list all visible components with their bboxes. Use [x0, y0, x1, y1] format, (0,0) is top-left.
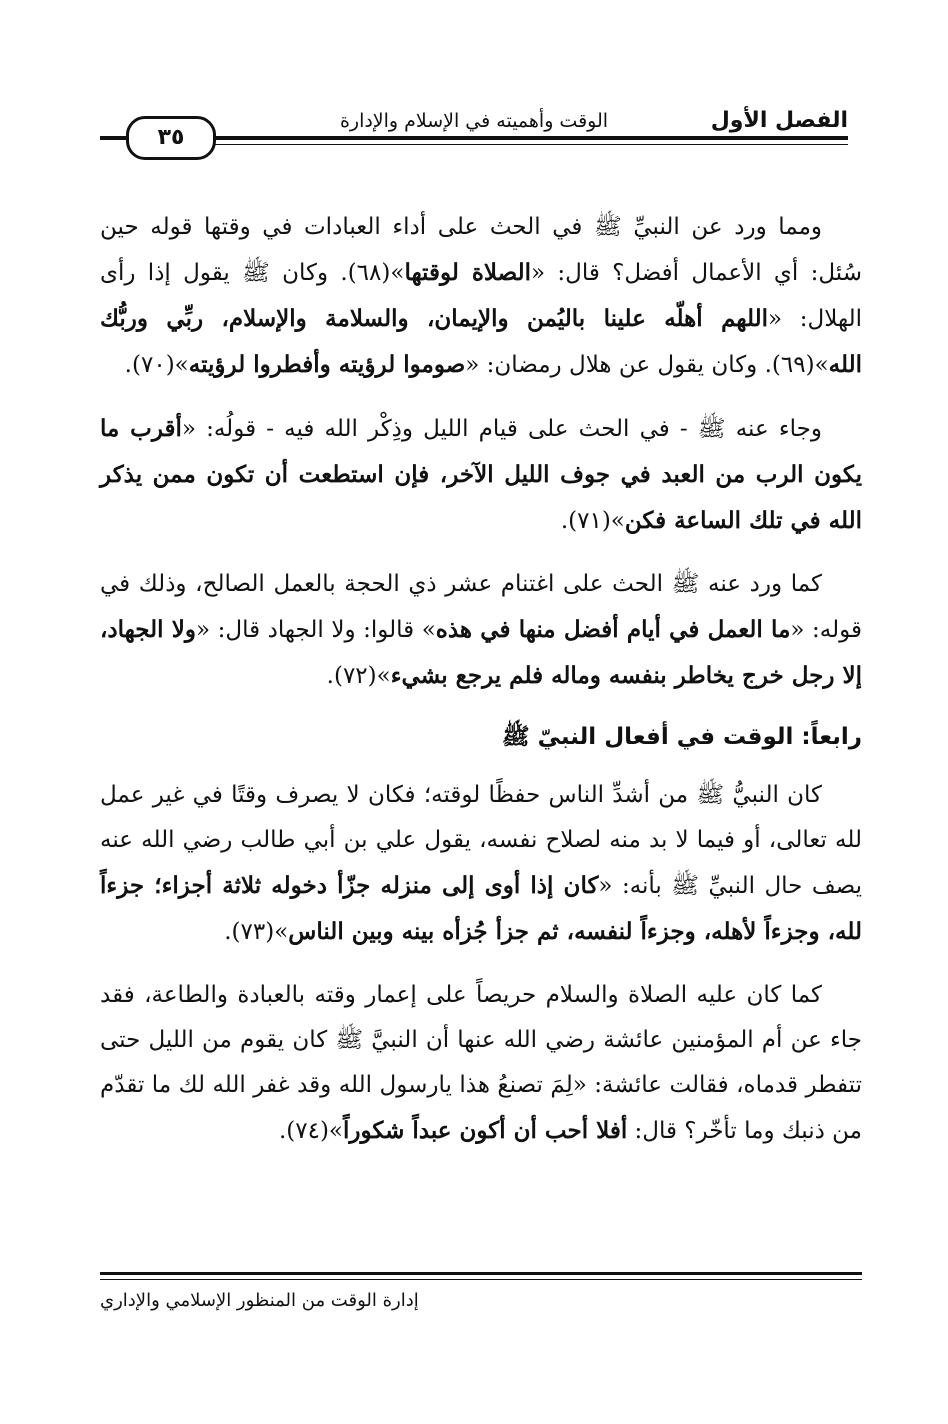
quote: ولا الجهاد، إلا رجل خرج يخاطر بنفسه وماله فلم يرجع بشيء — [100, 616, 862, 689]
paragraph-1 — [100, 205, 862, 388]
quote: الصلاة لوقتها — [404, 259, 531, 286]
text: كان النبيُّ ﷺ من أشدِّ الناس حفظًا لوقته؛ فكان لا يصرف وقتًا في غير عمل لله تعالى، أو فيما لا بد منه لصلاح نفسه، يقول علي بن أبي طالب رضي الله عنه يصف حال النبيِّ ﷺ بأنه: « — [100, 782, 862, 899]
paragraph-5 — [100, 973, 862, 1154]
quote: أقرب ما يكون الرب من العبد في جوف الليل الآخر، فإن استطعت أن تكون ممن يذكر الله في تلك الساعة فكن — [100, 415, 862, 534]
quote: اللهم أهلّه علينا باليُمن والإيمان، والسلامة والإسلام، ربِّي وربُّك الله — [100, 305, 862, 378]
paragraph-4 — [100, 773, 862, 955]
text: »(٧٤). — [278, 1118, 343, 1144]
footer-rule — [100, 1272, 862, 1275]
page-number: ٣٥ — [126, 116, 216, 160]
paragraph-3 — [100, 562, 862, 699]
text: »(٧٠). — [124, 352, 189, 378]
section-heading: رابعاً: الوقت في أفعال النبيّ ﷺ — [501, 724, 862, 750]
footer-rule-thin — [100, 1279, 862, 1280]
text: »(٧٣). — [224, 919, 289, 945]
text: » قالوا: ولا الجهاد قال: « — [196, 617, 436, 643]
text: »(٧٢). — [326, 663, 391, 689]
running-title: الوقت وأهميته في الإسلام والإدارة — [339, 110, 609, 132]
quote: كان إذا أوى إلى منزله جزّأ دخوله ثلاثة أجزاء؛ جزءاً لله، وجزءاً لأهله، وجزءاً لنفسه، ثم جزأ جُزأه بينه وبين الناس — [100, 872, 862, 945]
quote: أفلا أحب أن أكون عبداً شكوراً — [343, 1117, 628, 1144]
text: كما ورد عنه ﷺ الحث على اغتنام عشر ذي الحجة بالعمل الصالح، وذلك في قوله: « — [100, 571, 862, 643]
text: »(٦٨). وكان ﷺ يقول إذا رأى الهلال: « — [100, 260, 862, 332]
text: وجاء عنه ﷺ - في الحث على قيام الليل وذِكْر الله فيه - قولُه: « — [181, 416, 822, 442]
text: »(٧١). — [560, 508, 625, 534]
header-rule-thin — [212, 144, 848, 145]
page-header — [100, 100, 848, 160]
chapter-title: الفصل الأول — [710, 108, 848, 133]
quote: صوموا لرؤيته وأفطروا لرؤيته — [188, 351, 466, 378]
paragraph-2 — [100, 406, 862, 544]
quote: ما العمل في أيام أفضل منها في هذه — [435, 616, 791, 643]
text: ومما ورد عن النبيِّ ﷺ في الحث على أداء العبادات في وقتها قوله حين سُئل: أي الأعمال أفضل؟ قال: « — [100, 214, 862, 286]
page-body — [100, 205, 862, 1172]
text: »(٦٩). وكان يقول عن هلال رمضان: « — [465, 352, 829, 378]
footer-book-title: إدارة الوقت من المنظور الإسلامي والإداري — [100, 1290, 419, 1311]
text: كما كان عليه الصلاة والسلام حريصاً على إعمار وقته بالعبادة والطاعة، فقد جاء عن أم المؤمنين عائشة رضي الله عنها أن النبيَّ ﷺ كان يقوم من الليل حتى تتفطر قدماه، فقالت عائشة: «لِمَ تصنعُ هذا يارسول الله وقد غفر الله لك ما تقدّم من ذنبك وما تأخّر؟ قال: — [100, 982, 862, 1144]
